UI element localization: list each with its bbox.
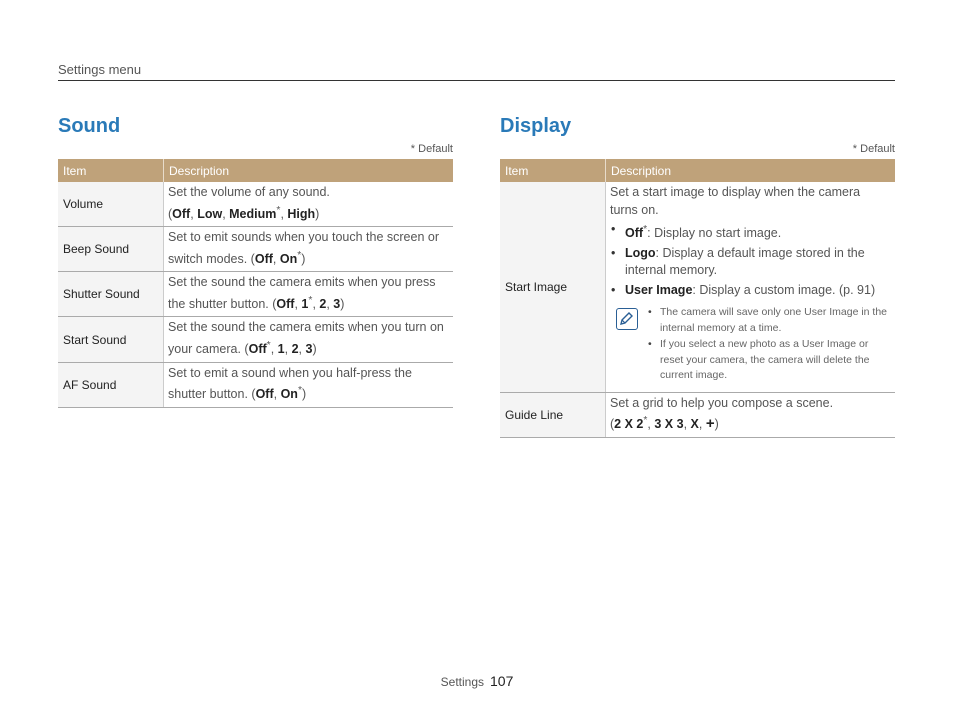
column-header-item: Item: [58, 159, 164, 182]
opt-1: 1: [301, 296, 309, 311]
sound-table: [58, 159, 453, 408]
display-title: Display: [500, 115, 572, 137]
desc-af-sound: Set to emit a sound when you half-press the shutter button. (Off, On*): [164, 362, 454, 407]
opt-2: 2: [291, 342, 299, 357]
item-guide-line: Guide Line: [500, 392, 606, 437]
item-start-sound: Start Sound: [58, 317, 164, 362]
desc-volume: Set the volume of any sound. (Off, Low, Medium*, High): [164, 182, 454, 227]
desc-start-image: [606, 182, 896, 392]
item-start-image: Start Image: [500, 182, 606, 392]
table-row: [58, 362, 453, 407]
item-volume: Volume: [58, 182, 164, 227]
desc-text: Set a grid to help you compose a scene.: [610, 395, 834, 410]
opt-2: 2: [319, 296, 327, 311]
note-item: • If you select a new photo as a User Image or reset your camera, the camera will delete the current image.: [648, 337, 890, 384]
opt-off: Off: [248, 342, 267, 357]
opt-plus: +: [705, 415, 715, 433]
table-row: [58, 182, 453, 227]
opt-on: On: [280, 387, 298, 402]
desc-text: Set a start image to display when the camera turns on.: [610, 185, 861, 217]
desc-text: Set the sound the camera emits when you press the shutter button.: [168, 275, 436, 311]
opt-high: High: [287, 206, 316, 221]
bullet-user-image: • User Image: Display a custom image. (p. 91): [610, 282, 890, 300]
desc-text: Set the sound the camera emits when you turn on your camera.: [168, 320, 444, 357]
table-row: [58, 272, 453, 317]
opt-off: Off: [254, 251, 273, 266]
opt-2x2: 2 X 2: [614, 417, 644, 432]
column-header-description: Description: [164, 159, 454, 182]
display-section: [500, 114, 895, 438]
opt-1: 1: [277, 342, 285, 357]
opt-on: On: [279, 251, 298, 266]
opt-3: 3: [333, 296, 341, 311]
table-row: [58, 227, 453, 272]
desc-text: Set the volume of any sound.: [168, 185, 330, 199]
sound-default-note: * Default: [410, 143, 453, 155]
desc-beep-sound: Set to emit sounds when you touch the screen or switch modes. (Off, On*): [164, 227, 454, 272]
opt-x: X: [690, 417, 699, 432]
bullet-logo: • Logo: Display a default image stored in the internal memory.: [610, 245, 890, 280]
desc-guide-line: Set a grid to help you compose a scene. (2 X 2*, 3 X 3, X, +): [606, 392, 896, 437]
column-header-description: Description: [606, 159, 896, 182]
page-number: 107: [490, 673, 514, 689]
desc-shutter-sound: Set the sound the camera emits when you press the shutter button. (Off, 1*, 2, 3): [164, 272, 454, 317]
footer-label: Settings: [440, 675, 484, 689]
note-box: [610, 305, 890, 385]
column-header-item: Item: [500, 159, 606, 182]
opt-off: Off: [172, 206, 191, 221]
opt-3x3: 3 X 3: [654, 417, 684, 432]
table-row: [500, 182, 895, 392]
item-beep-sound: Beep Sound: [58, 227, 164, 272]
opt-low: Low: [197, 206, 223, 221]
table-row: [58, 317, 453, 362]
desc-start-sound: Set the sound the camera emits when you turn on your camera. (Off*, 1, 2, 3): [164, 317, 454, 362]
item-shutter-sound: Shutter Sound: [58, 272, 164, 317]
header-label: Settings menu: [58, 62, 142, 77]
opt-medium: Medium: [229, 206, 277, 221]
table-row: [500, 392, 895, 437]
header-rule: [58, 80, 895, 81]
display-table: [500, 159, 895, 438]
footer: [0, 673, 954, 689]
opt-off: Off: [276, 296, 295, 311]
bullet-off: • Off*: Display no start image.: [610, 221, 890, 243]
opt-3: 3: [305, 342, 313, 357]
item-af-sound: AF Sound: [58, 362, 164, 407]
sound-section: [58, 114, 453, 408]
sound-title: Sound: [58, 115, 121, 137]
desc-text: Set to emit a sound when you half-press the shutter button.: [168, 365, 412, 402]
display-default-note: * Default: [852, 143, 895, 155]
note-pencil-icon: [616, 308, 638, 330]
note-item: • The camera will save only one User Image in the internal memory at a time.: [648, 305, 890, 336]
desc-text: Set to emit sounds when you touch the screen or switch modes.: [168, 230, 439, 266]
opt-off: Off: [255, 387, 274, 402]
